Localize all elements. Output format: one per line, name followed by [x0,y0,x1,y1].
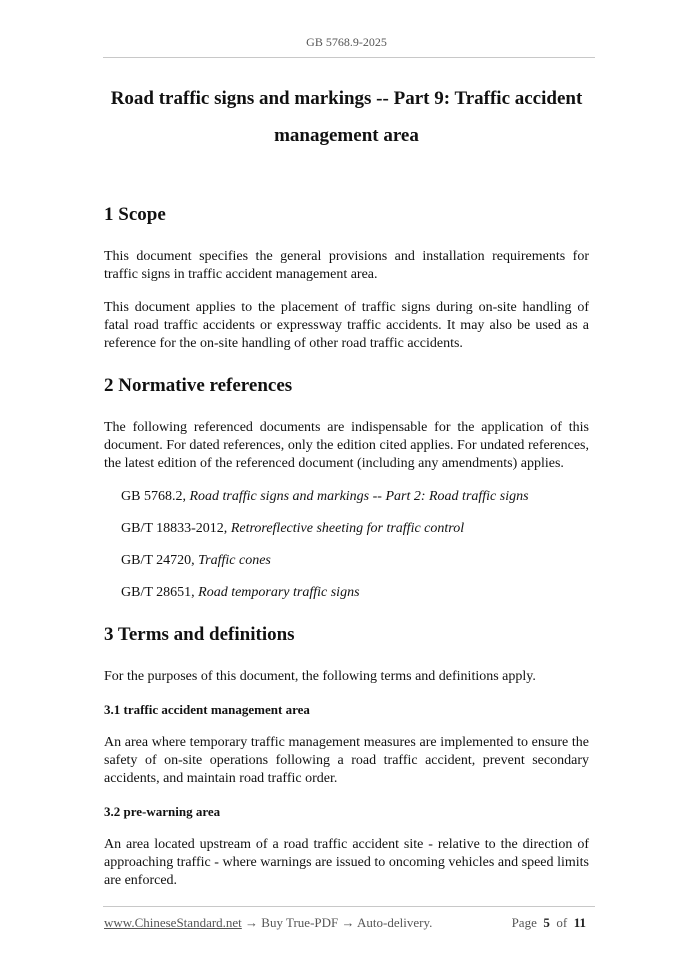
section-heading-scope: 1 Scope [104,204,166,225]
reference-title: Road temporary traffic signs [198,585,360,600]
auto-delivery-text: Auto-delivery. [357,915,433,930]
reference-title: Road traffic signs and markings -- Part 2: Road traffic signs [189,489,529,504]
reference-item [121,520,589,538]
page-label: Page [511,915,537,930]
reference-title: Traffic cones [198,553,271,568]
site-link[interactable]: www.ChineseStandard.net [104,915,242,930]
page-number [512,915,586,931]
reference-code: GB/T 24720, [121,553,199,568]
arrow-icon: → [338,915,358,930]
normative-intro: The following referenced documents are indispensable for the application of this document. For dated references, only the edition cited applies. For undated references, the latest edition of the referenced document (including any amendments) applies. [104,420,589,471]
footer-rule [103,906,595,907]
section-heading-terms: 3 Terms and definitions [104,624,295,645]
section-heading-normative: 2 Normative references [104,375,293,396]
term-definition-3-2: An area located upstream of a road traffic accident site - relative to the direction of approaching traffic - where warnings are issued to oncoming vehicles and speed limits are enforced. [104,837,589,888]
scope-paragraph-2: This document applies to the placement of traffic signs during on-site handling of fatal road traffic accidents or expressway traffic accidents. It may also be used as a reference for the on-site handling of other road traffic accidents. [104,300,589,351]
reference-code: GB/T 28651, [121,585,199,600]
term-heading-3-1: 3.1 traffic accident management area [104,702,310,717]
document-title: Road traffic signs and markings -- Part 9: Traffic accident management area [110,88,583,146]
current-page: 5 [543,915,550,930]
running-header: GB 5768.9-2025 [306,35,387,49]
total-pages: 11 [573,915,586,930]
term-heading-3-2: 3.2 pre-warning area [104,804,221,819]
header-rule [103,57,595,58]
reference-code: GB 5768.2, [121,489,190,504]
footer-promo [104,915,432,931]
scope-paragraph-1: This document specifies the general provisions and installation requirements for traffic signs in traffic accident management area. [104,249,589,282]
reference-item [121,584,589,602]
term-definition-3-1: An area where temporary traffic management measures are implemented to ensure the safety of on-site operations following a road traffic accident, prevent secondary accidents, and maintain road traffic order. [104,735,589,786]
arrow-icon: → [241,915,262,930]
reference-title: Retroreflective sheeting for traffic control [230,521,465,536]
buy-link[interactable]: Buy True-PDF [261,915,339,930]
page-body [104,202,589,890]
reference-item [121,488,589,506]
reference-item [121,552,589,570]
of-label: of [556,915,568,930]
terms-intro: For the purposes of this document, the following terms and definitions apply. [104,669,536,684]
reference-code: GB/T 18833-2012, [121,521,231,536]
